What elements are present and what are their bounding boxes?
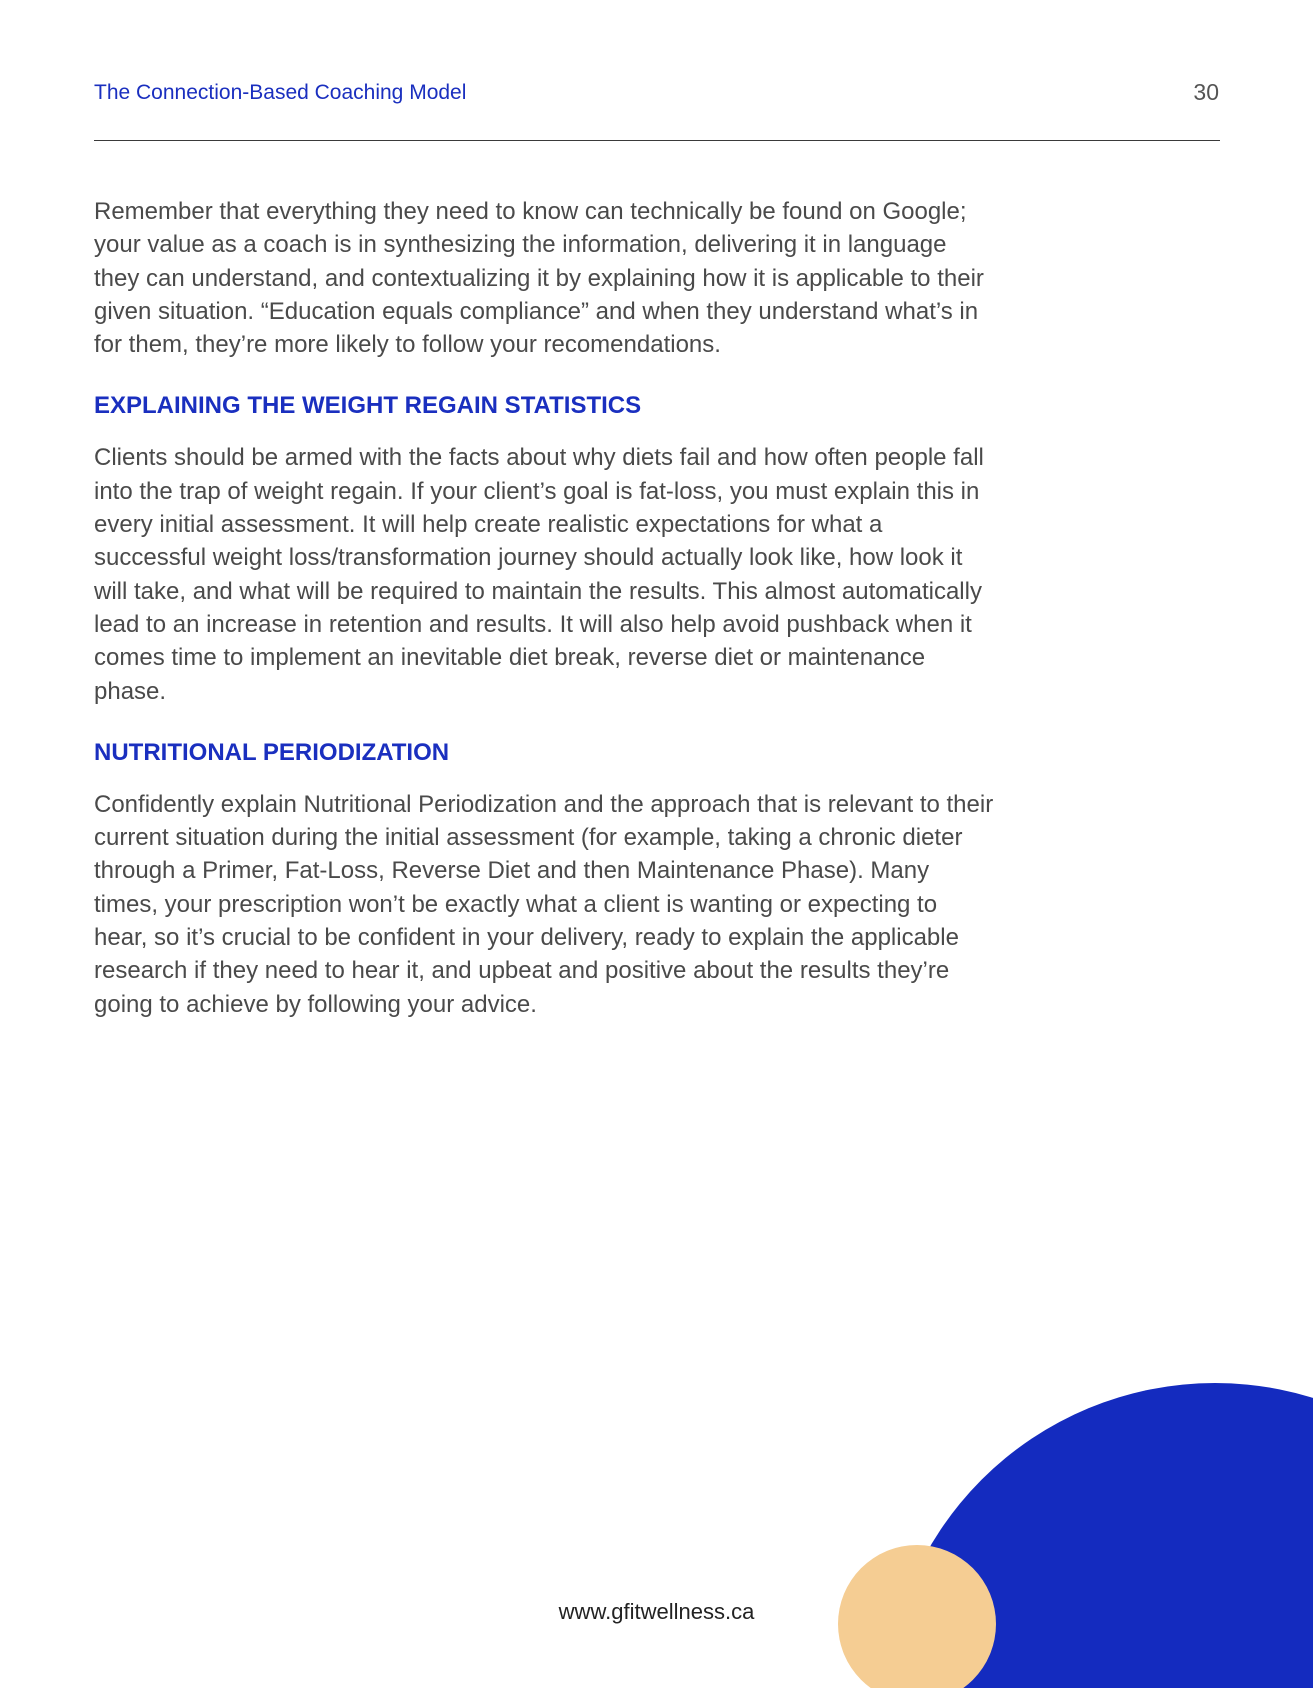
- section-heading-nutritional-periodization: NUTRITIONAL PERIODIZATION: [94, 738, 450, 766]
- running-header-title: The Connection-Based Coaching Model: [94, 81, 467, 104]
- intro-paragraph: Remember that everything they need to know can technically be found on Google; your value as a coach is in synthesizing the information, delivering it in language they can understand, and contextualizing it by explaining how it is applicable to their given situation. “Education equals compliance” and when they understand what’s in for them, they’re more likely to follow your recomendations.: [94, 198, 984, 359]
- footer-website-url[interactable]: www.gfitwellness.ca: [558, 1599, 755, 1624]
- page-number: 30: [1193, 79, 1219, 105]
- blue-circle-decoration: [885, 1383, 1313, 1688]
- section-heading-weight-regain: EXPLAINING THE WEIGHT REGAIN STATISTICS: [94, 392, 642, 420]
- main-content: [94, 195, 994, 1021]
- nutritional-periodization-paragraph: Confidently explain Nutritional Periodization and the approach that is relevant to their current situation during the initial assessment (for example, taking a chronic dieter through a Primer, Fat-Loss, Reverse Diet and then Maintenance Phase). Many times, your prescription won’t be exactly what a client is wanting or expecting to hear, so it’s crucial to be confident in your delivery, ready to explain the applicable research if they need to hear it, and upbeat and positive about the results they’re going to achieve by following your advice.: [94, 790, 994, 1018]
- header-divider: [94, 140, 1220, 141]
- weight-regain-paragraph: Clients should be armed with the facts about why diets fail and how often people fall into the trap of weight regain. If your client’s goal is fat-loss, you must explain this in every initial assessment. It will help create realistic expectations for what a successful weight loss/transformation journey should actually look like, how look it will take, and what will be required to maintain the results. This almost automatically lead to an increase in retention and results. It will also help avoid pushback when it comes time to implement an inevitable diet break, reverse diet or maintenance phase.: [94, 444, 984, 705]
